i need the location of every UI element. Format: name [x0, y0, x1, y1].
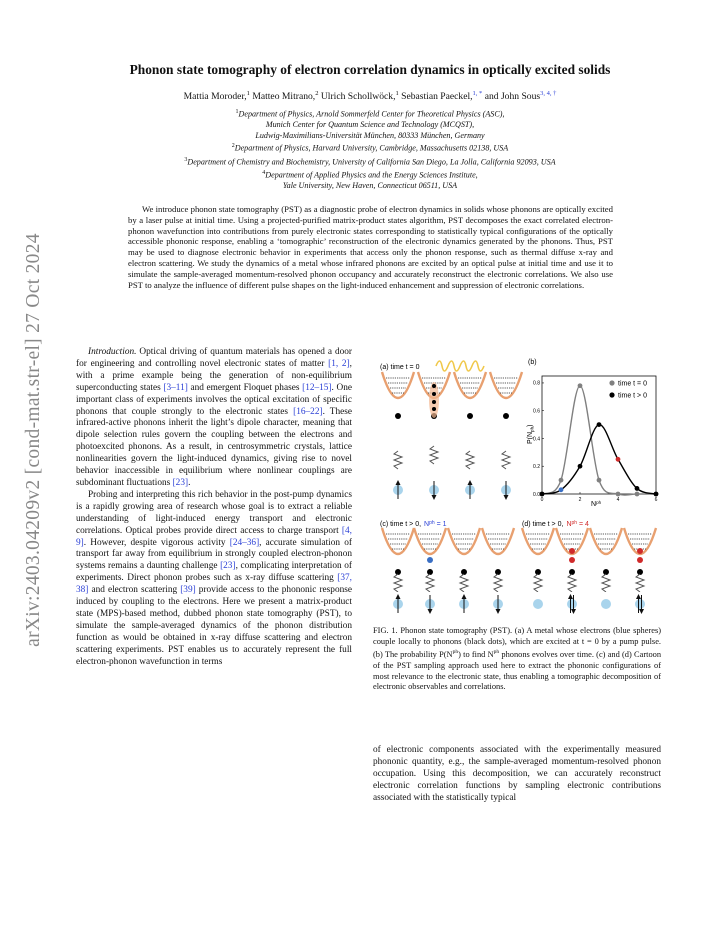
y-tick-label: 0.6 — [533, 408, 540, 415]
data-point — [559, 487, 564, 492]
arxiv-identifier: arXiv:2403.04209v2 [cond-mat.str-el] 27 Oct 2024 — [23, 233, 44, 647]
panel-d-wells — [522, 528, 656, 575]
y-tick-label: 0.4 — [533, 436, 540, 443]
chart-legend — [609, 380, 647, 399]
paper-title: Phonon state tomography of electron correlation dynamics in optically excited solids — [129, 62, 611, 77]
figure-1-bottom-row — [370, 592, 662, 622]
panel-a-label: (a) time t = 0 — [380, 364, 420, 371]
data-point — [559, 478, 564, 483]
author: Matteo Mitrano,$^2$ — [252, 90, 319, 103]
panel-a-wells — [382, 372, 522, 419]
data-point — [654, 492, 659, 497]
panel-c-label: (c) time t > 0, $N^{ph} = 1$ — [380, 520, 447, 528]
affiliation-line: $^1$Department of Physics, Arnold Sommerfeld Center for Theoretical Physics (ASC), — [235, 109, 505, 119]
panel-d-label: (d) time t > 0, $N^{ph} = 4$ — [522, 520, 589, 528]
y-axis-label: $P(N_{ph})$ — [527, 424, 535, 444]
data-point — [540, 492, 545, 497]
panel-d-electrons — [533, 594, 645, 614]
affiliation-line: Yale University, New Haven, Connecticut 06511, USA — [282, 181, 458, 191]
data-point — [635, 492, 640, 497]
body-paragraph: of electronic components associated with the experimentally measured phononic quantity, e.g., the sample-averaged momentum-resolved phonon occupation. Using this decomposition, we can accurately reconstruct electronic correlation functions by sampling electronic contributions associated with the statistically typical — [373, 745, 661, 803]
data-point — [597, 422, 602, 427]
y-tick-label: 0.8 — [533, 380, 540, 387]
right-column-text — [373, 745, 661, 805]
author: Ulrich Schollwöck,$^1$ — [320, 90, 399, 103]
y-tick-label: 0.2 — [533, 464, 540, 471]
x-tick-label: 0 — [540, 497, 544, 503]
author: and John Sous$^{3, 4, \dagger}$ — [484, 90, 557, 103]
panel-a-springs — [394, 446, 510, 469]
author-list — [60, 90, 680, 102]
x-tick-label: 6 — [654, 497, 658, 503]
panel-c-wells — [382, 528, 514, 575]
caption-label: FIG. 1. — [373, 626, 398, 635]
data-point — [635, 486, 640, 491]
x-tick-label: 4 — [616, 497, 620, 503]
panel-d-springs — [534, 574, 644, 592]
panel-c-electrons — [393, 594, 503, 614]
figure-caption: FIG. 1. Phonon state tomography (PST). (a) A metal whose electrons (blue spheres) couple locally to phonons (black dots), which are excited at t = 0 by a pump pulse. (b) The probability $P(N^{ph})$ to find $N^{ph}$ phonons evolves over time. (c) and (d) Cartoon of the PST sampling approach used here to extract the phononic configurations of most relevance to the electronic state, thus enabling a tomographic decomposition of electronic observables and correlations. — [373, 626, 662, 692]
panel-c-springs — [394, 574, 502, 592]
data-point — [616, 457, 621, 462]
affiliation-line: Ludwig-Maximilians-Universität München, 80333 München, Germany — [255, 130, 485, 140]
affiliations — [60, 107, 680, 192]
intro-column — [76, 347, 352, 668]
panel-a-electrons — [393, 480, 511, 500]
intro-paragraph: Introduction. Optical driving of quantum materials has opened a door for engineering and controlling novel electronic states of matter [1, 2], with a prime example being the generation of non-equilibrium superconducting states [3–11] and emergent Floquet phases [12–15]. One important class of experiments involves the optical excitation of specific phonons that couple strongly to the electronic states [16–22]. These infrared-active phonons inherit the light’s dipole character, meaning that dipole selection rules govern the coupling between the electrons and photoexcited phonons. As a result, in centrosymmetric crystals, lattice nonlinearities govern the light-induced dynamics, giving rise to novel behavior inaccessible in equilibrium where nonlinear couplings are subdominant fluctuations [23]. — [76, 347, 352, 488]
affiliation-line: $^4$Department of Applied Physics and the Energy Sciences Institute, — [262, 170, 478, 180]
affiliation-line: Munich Center for Quantum Science and Technology (MCQST), — [265, 120, 475, 130]
y-tick-label: 0.0 — [533, 491, 540, 498]
arxiv-sidebar — [14, 230, 54, 650]
author: Sebastian Paeckel,$^{1, *}$ — [401, 90, 483, 103]
x-tick-label: 2 — [578, 497, 582, 503]
pump-pulse — [436, 361, 484, 371]
data-point — [578, 464, 583, 469]
affiliation-line: $^2$Department of Physics, Harvard University, Cambridge, Massachusetts 02138, USA — [231, 143, 509, 154]
data-point — [616, 492, 621, 497]
x-axis-label: $N^{ph}$ — [591, 500, 602, 508]
affiliation-line: $^3$Department of Chemistry and Biochemistry, University of California San Diego, La Jolla, California 92093, USA — [184, 156, 556, 167]
abstract: We introduce phonon state tomography (PST) as a diagnostic probe of electron dynamics in solids whose phonons are optically excited by a laser pulse at initial time. Using a projected-purified matrix-product states algorithm, PST decomposes the exact correlated electron-phonon wavefunction into contributions from purely electronic states corresponding to statistically typical configurations of the optically accessible phononic response, enabling a ‘tomographic’ reconstruction of the electronic dynamics generated by the phonons. Thus, PST may be used to diagnose electronic behavior in experiments that access only the phonon response, such as thermal diffuse x-ray and electron scattering. We study the dynamics of a metal whose infrared phonons are excited by an optical pulse at initial time and use it to simulate the sample-averaged momentum-resolved phonon occupancy and accurately reconstruct the electronic correlations. We also use PST to analyze the influence of different pulse shapes on the light-induced enhancement and suppression of electronic correlations. — [128, 204, 613, 290]
panel-b-label: (b) — [528, 359, 537, 366]
figure-1 — [370, 346, 662, 592]
intro-paragraph: Probing and interpreting this rich behavior in the post-pump dynamics is a rapidly growing area of research whose goal is to extract a reliable understanding of light-induced energy transport and electronic correlations. Optical probes provide direct access to charge transport [4, 9]. However, despite vigorous activity [24–36], accurate simulation of transport far away from equilibrium in strongly coupled electron-phonon systems remains a daunting challenge [23], complicating interpretation of experiments. Direct phonon probes such as x-ray diffuse scattering [37, 38] and electron scattering [39] provide access to the phononic response induced by coupling to the electrons. Here we present a matrix-product state (MPS)-based method, dubbed phonon state tomography (PST), to simulate the sample-averaged dynamics of the phonon distribution function as would be obtained in x-ray diffuse scattering and electron scattering experiments. PST enables us to accurately represent the full electron-phonon wavefunction in terms — [76, 489, 352, 667]
author: Mattia Moroder,$^1$ — [183, 90, 250, 103]
legend-t0: time t = 0 — [618, 380, 647, 388]
data-point — [578, 383, 583, 388]
legend-t1: time t > 0 — [618, 392, 647, 400]
data-point — [597, 478, 602, 483]
